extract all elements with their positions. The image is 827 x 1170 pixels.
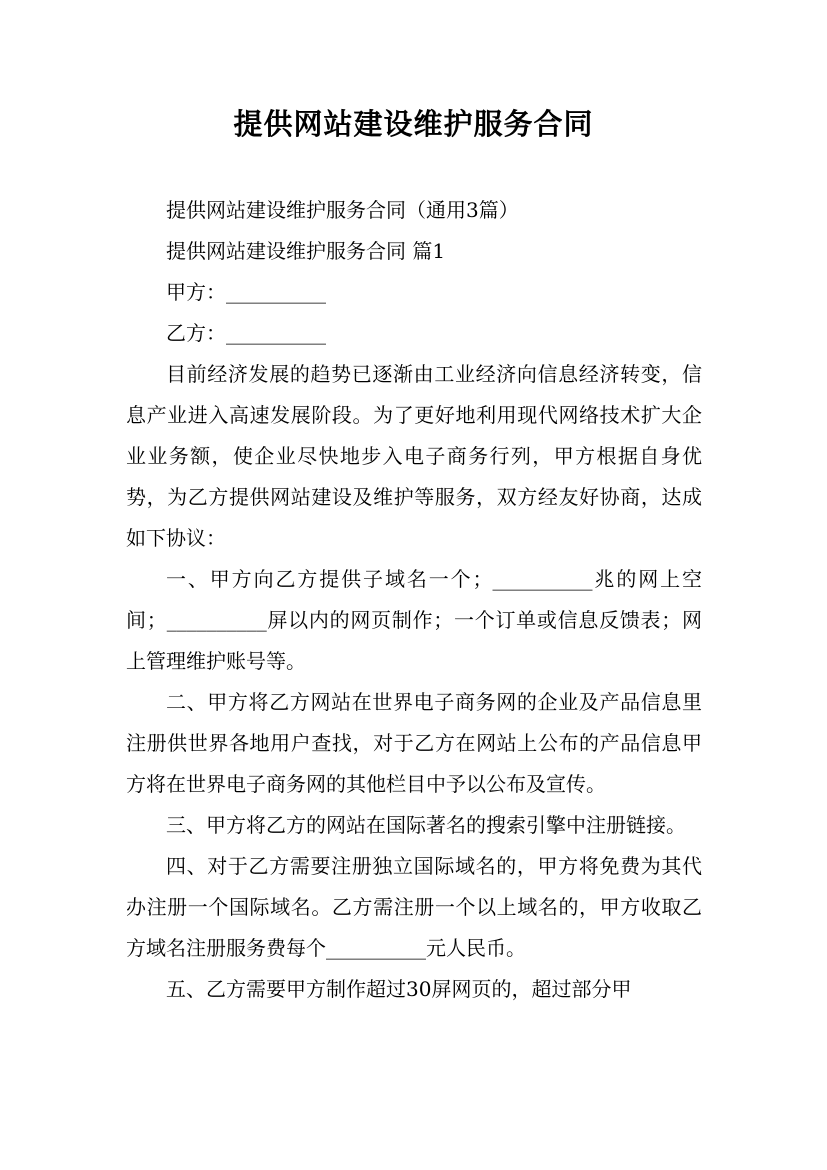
paragraph-clause-3: 三、甲方将乙方的网站在国际著名的搜索引擎中注册链接。 (166, 813, 686, 837)
paragraph-subtitle: 提供网站建设维护服务合同（通用3篇） (166, 198, 519, 222)
paragraph-clause-4: 四、对于乙方需要注册独立国际域名的，甲方将免费为其代办注册一个国际域名。乙方需注册一个以上域名的，甲方收取乙方域名注册服务费每个__________元人民币。 (126, 854, 702, 960)
paragraph-clause-2: 二、甲方将乙方网站在世界电子商务网的企业及产品信息里注册供世界各地用户查找，对于乙方在网站上公布的产品信息甲方将在世界电子商务网的其他栏目中予以公布及宣传。 (126, 690, 702, 796)
document-body (126, 190, 702, 1010)
paragraph-party-a: 甲方：__________ (166, 280, 326, 304)
paragraph-preamble: 目前经济发展的趋势已逐渐由工业经济向信息经济转变，信息产业进入高速发展阶段。为了更好地利用现代网络技术扩大企业业务额，使企业尽快地步入电子商务行列，甲方根据自身优势，为乙方提供网站建设及维护等服务，双方经友好协商，达成如下协议： (126, 362, 702, 550)
paragraph-clause-5: 五、乙方需要甲方制作超过30屏网页的，超过部分甲 (166, 977, 632, 1001)
paragraph-section-heading: 提供网站建设维护服务合同 篇1 (166, 239, 446, 263)
paragraph-clause-1: 一、甲方向乙方提供子域名一个；__________兆的网上空间；__________屏以内的网页制作；一个订单或信息反馈表；网上管理维护账号等。 (126, 567, 702, 673)
document-title: 提供网站建设维护服务合同 (233, 107, 594, 141)
paragraph-party-b: 乙方：__________ (166, 321, 326, 345)
